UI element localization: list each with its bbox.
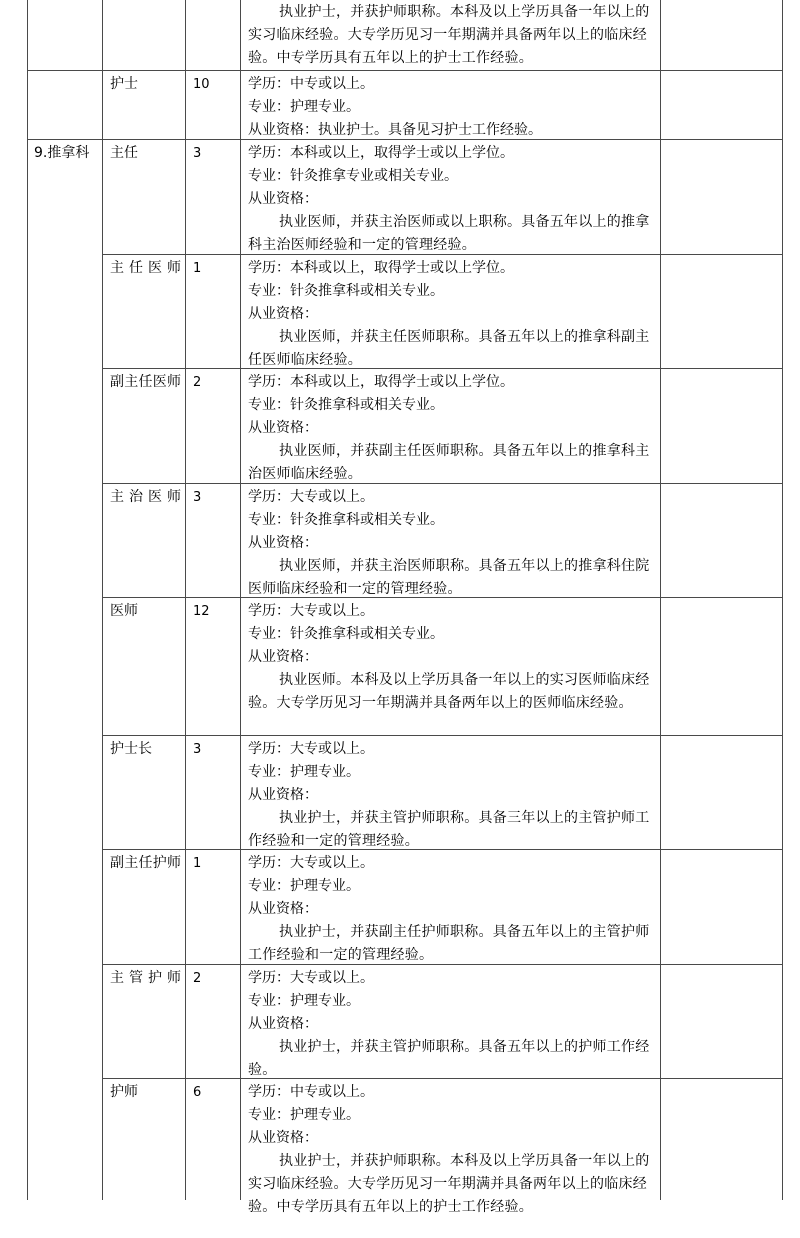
department-label [27,368,102,371]
qualification-paragraph: 执业医师，并获主治医师职称。具备五年以上的推拿科住院医师临床经验和一定的管理经验。 [248,558,650,597]
department-cell [27,483,102,597]
requirement-line: 专业：针灸推拿科或相关专业。 [248,626,444,642]
headcount-value: 12 [193,604,210,619]
qualification-paragraph: 执业护士，并获副主任护师职称。具备五年以上的主管护师工作经验和一定的管理经验。 [248,924,650,963]
position-cell [102,0,185,70]
requirements-text [240,735,660,853]
remark-cell [660,70,783,139]
requirements-cell [240,70,660,139]
table-row [27,849,783,964]
headcount-cell [185,1078,240,1238]
headcount-value: 3 [193,742,202,757]
remark-cell [660,735,783,849]
position-cell [102,70,185,139]
table-row [27,1078,783,1238]
table-row-divider [27,139,783,140]
requirement-line: 专业：针灸推拿科或相关专业。 [248,512,444,528]
table-column-divider [240,0,241,1200]
requirements-cell [240,597,660,735]
table-row [27,70,783,139]
headcount-value: 1 [193,261,202,276]
table-row [27,483,783,597]
remark-cell [660,849,783,964]
requirements-text [240,254,660,372]
qualification-paragraph: 执业医师，并获主任医师职称。具备五年以上的推拿科副主任医师临床经验。 [248,329,650,368]
position-label: 主治医师 [110,489,181,505]
requirements-cell [240,0,660,70]
requirement-line: 专业：护理专业。 [248,1107,360,1123]
remark-cell [660,964,783,1078]
remark-cell [660,483,783,597]
position-label: 副主任医师 [110,374,181,390]
department-label [27,849,102,852]
department-label [27,254,102,257]
headcount-cell [185,849,240,964]
department-label [27,964,102,967]
department-cell [27,849,102,964]
headcount-cell [185,483,240,597]
position-cell [102,254,185,368]
table-column-divider [660,0,661,1200]
table-row [27,964,783,1078]
requirement-line: 专业：护理专业。 [248,764,360,780]
qualification-paragraph: 执业医师，并获主治医师或以上职称。具备五年以上的推拿科主治医师经验和一定的管理经验。 [248,214,650,253]
headcount-cell [185,597,240,735]
requirements-cell [240,139,660,254]
department-label [27,735,102,738]
position-cell [102,139,185,254]
department-label [27,483,102,486]
requirement-line: 学历：大专或以上。 [248,603,374,619]
department-cell [27,139,102,254]
table-row-divider [102,964,783,965]
qualification-paragraph: 执业护士，并获主管护师职称。具备五年以上的护师工作经验。 [248,1039,650,1078]
headcount-cell [185,70,240,139]
requirements-text [240,139,660,257]
table-row-divider [27,70,783,71]
position-cell [102,597,185,735]
requirement-line: 从业资格：执业护士。具备见习护士工作经验。 [248,122,542,138]
requirement-line: 专业：针灸推拿专业或相关专业。 [248,168,458,184]
recruitment-requirements-table [27,0,783,1215]
table-row [27,254,783,368]
position-cell [102,735,185,849]
requirement-line: 学历：本科或以上，取得学士或以上学位。 [248,374,514,390]
requirement-line: 从业资格： [248,787,318,803]
department-cell [27,254,102,368]
position-cell [102,1078,185,1238]
department-label [27,597,102,600]
requirement-line: 从业资格： [248,535,318,551]
position-label: 护士 [110,76,138,92]
position-cell [102,483,185,597]
requirements-cell [240,735,660,849]
position-cell [102,368,185,483]
requirement-line: 专业：护理专业。 [248,878,360,894]
requirement-line: 从业资格： [248,191,318,207]
requirements-text [240,368,660,486]
position-label: 副主任护师 [110,855,181,871]
department-label [27,1078,102,1081]
department-cell [27,964,102,1078]
department-cell [27,0,102,70]
table-row-divider [102,254,783,255]
headcount-value: 3 [193,146,202,161]
requirements-cell [240,964,660,1078]
table-row-divider [102,368,783,369]
qualification-paragraph: 执业医师，并获副主任医师职称。具备五年以上的推拿科主治医师临床经验。 [248,443,650,482]
table-row-divider [102,597,783,598]
requirement-line: 学历：大专或以上。 [248,741,374,757]
department-cell [27,1078,102,1238]
department-cell [27,735,102,849]
requirements-cell [240,254,660,368]
position-label: 主任 [110,145,138,161]
position-label: 主管护师 [110,970,181,986]
position-label: 医师 [110,603,138,619]
requirement-line: 从业资格： [248,901,318,917]
headcount-value: 1 [193,856,202,871]
headcount-value: 3 [193,490,202,505]
requirement-line: 专业：针灸推拿科或相关专业。 [248,283,444,299]
requirements-text [240,1078,660,1219]
requirement-line: 从业资格： [248,649,318,665]
position-label: 主任医师 [110,260,181,276]
requirement-line: 从业资格： [248,420,318,436]
requirements-text [240,70,660,142]
table-column-divider [185,0,186,1200]
requirements-cell [240,1078,660,1238]
table-column-divider [27,0,28,1200]
table-column-divider [102,0,103,1200]
requirements-text [240,597,660,715]
table-row [27,139,783,254]
table-row [27,735,783,849]
qualification-paragraph: 执业医师。本科及以上学历具备一年以上的实习医师临床经验。大专学历见习一年期满并具备两年以上的医师临床经验。 [248,672,650,711]
requirement-line: 学历：大专或以上。 [248,855,374,871]
requirement-line: 学历：本科或以上，取得学士或以上学位。 [248,260,514,276]
requirement-line: 学历：本科或以上，取得学士或以上学位。 [248,145,514,161]
requirement-line: 从业资格： [248,306,318,322]
department-cell [27,70,102,139]
requirements-text [240,964,660,1082]
requirements-text [240,483,660,601]
headcount-cell [185,0,240,70]
position-label: 护师 [110,1084,138,1100]
qualification-paragraph: 执业护士，并获主管护师职称。具备三年以上的主管护师工作经验和一定的管理经验。 [248,810,650,849]
requirement-line: 专业：护理专业。 [248,99,360,115]
department-cell [27,368,102,483]
remark-cell [660,139,783,254]
headcount-cell [185,254,240,368]
qualification-paragraph: 执业护士，并获护师职称。本科及以上学历具备一年以上的实习临床经验。大专学历见习一年期满并具备两年以上的临床经验。中专学历具有五年以上的护士工作经验。 [248,4,650,66]
remark-cell [660,0,783,70]
requirements-cell [240,483,660,597]
headcount-value: 2 [193,375,202,390]
requirement-line: 学历：中专或以上。 [248,76,374,92]
requirement-line: 学历：中专或以上。 [248,1084,374,1100]
table-row [27,368,783,483]
qualification-paragraph: 执业护士，并获护师职称。本科及以上学历具备一年以上的实习临床经验。大专学历见习一年期满并具备两年以上的临床经验。中专学历具有五年以上的护士工作经验。 [248,1153,650,1215]
table-row [27,0,783,70]
requirements-text [240,0,660,70]
requirement-line: 从业资格： [248,1130,318,1146]
position-cell [102,964,185,1078]
headcount-cell [185,139,240,254]
table-row-divider [102,735,783,736]
requirements-text [240,849,660,967]
headcount-value: 10 [193,77,210,92]
table-row [27,597,783,735]
requirements-cell [240,368,660,483]
requirement-line: 学历：大专或以上。 [248,970,374,986]
position-cell [102,849,185,964]
headcount-cell [185,964,240,1078]
position-label: 护士长 [110,741,152,757]
remark-cell [660,368,783,483]
department-cell [27,597,102,735]
requirement-line: 专业：针灸推拿科或相关专业。 [248,397,444,413]
headcount-value [185,0,240,1]
requirement-line: 从业资格： [248,1016,318,1032]
table-row-divider [102,1078,783,1079]
table-column-divider [782,0,783,1200]
department-label: 9.推拿科 [34,145,90,161]
headcount-value: 6 [193,1085,202,1100]
requirement-line: 专业：护理专业。 [248,993,360,1009]
department-label [27,0,102,1]
headcount-cell [185,735,240,849]
table-row-divider [102,849,783,850]
remark-cell [660,254,783,368]
requirements-cell [240,849,660,964]
table-row-divider [102,483,783,484]
position-label [102,0,185,1]
remark-cell [660,597,783,735]
headcount-value: 2 [193,971,202,986]
requirement-line: 学历：大专或以上。 [248,489,374,505]
headcount-cell [185,368,240,483]
remark-cell [660,1078,783,1238]
